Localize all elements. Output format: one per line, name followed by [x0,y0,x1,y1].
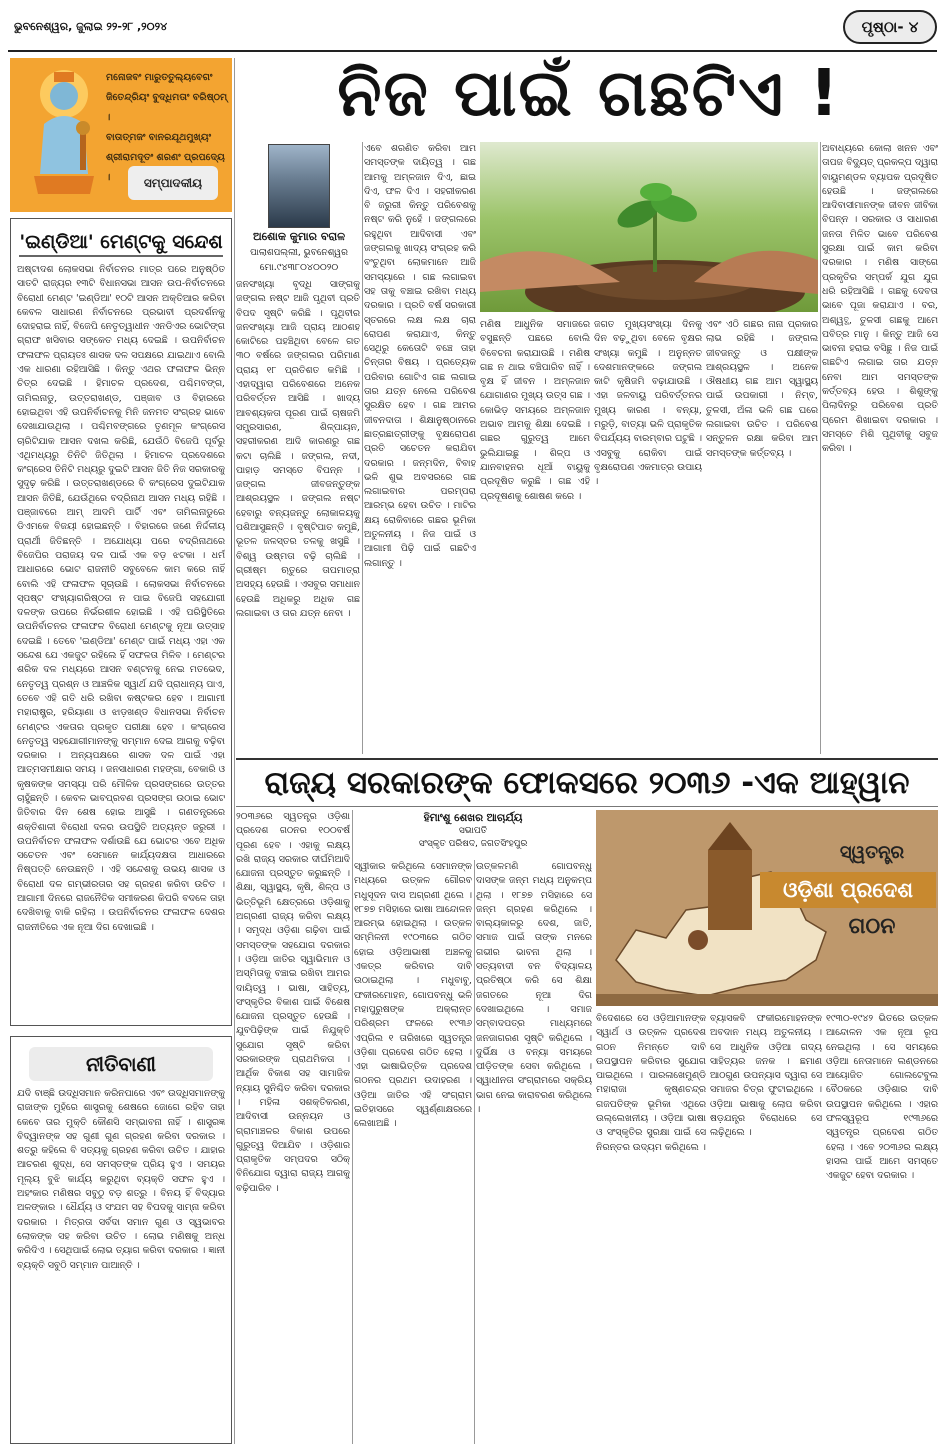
article-column: ଏବେ ଶରଣିତ କରିବା ଆମ ସମସ୍ତଙ୍କ ଦାୟିତ୍ୱ । ଗଛ ଆମକୁ ଅମ୍ଳଜାନ ଦିଏ, ଛାଇ ଦିଏ, ଫଳ ଦିଏ । ସହରୀକରଣ ବି ଜରୁରୀ କିନ୍ତୁ ପରିବେଶକୁ ନଷ୍ଟ କରି ନୁହେଁ । ଜଙ୍ଗଲରେ ରହୁଥିବା ଆଦିବାସୀ ଏବଂ ଜଙ୍ଗଲକୁ ଖାଦ୍ୟ ସଂଗ୍ରହ କରି ବଂଚୁଥିବା ଲୋକମାନେ ଆଜି ସମସ୍ୟାରେ । ଗଛ ଲଗାଇବା ସହ ତାକୁ ବଞ୍ଚାଇ ରଖିବା ମଧ୍ୟ ଦରକାର । ପ୍ରତି ବର୍ଷ ସରକାରୀ ସ୍ତରରେ ଲକ୍ଷ ଲକ୍ଷ ଚାରା ରୋପଣ କରାଯାଏ, କିନ୍ତୁ ସେଥିରୁ କେତୋଟି ବଞ୍ଚେ ତାହା ଚିନ୍ତାର ବିଷୟ । ପ୍ରତ୍ୟେକ ପରିବାର ଗୋଟିଏ ଗଛ ଲଗାଇ ତାର ଯତ୍ନ ନେଲେ ପରିବେଶ ସୁରକ୍ଷିତ ହେବ । ଗଛ ଆମର ଜୀବନଦାତା । ଶିକ୍ଷାନୁଷ୍ଠାନରେ ଛାତ୍ରଛାତ୍ରୀଙ୍କୁ ବୃକ୍ଷରୋପଣ ପ୍ରତି ସଚେତନ କରାଯିବା ଦରକାର । ଜନ୍ମଦିନ, ବିବାହ ଭଳି ଶୁଭ ଅବସରରେ ଗଛ ଲଗାଇବାର ପରମ୍ପରା ଆରମ୍ଭ ହେବା ଉଚିତ । ମାଟିର କ୍ଷୟ ରୋକିବାରେ ଗଛର ଭୂମିକା ଅତୁଳନୀୟ । ନିଜ ପାଇଁ ଓ ଆଗାମୀ ପିଢ଼ି ପାଇଁ ଗଛଟିଏ ଲଗାନ୍ତୁ । [364,143,476,569]
nitibani-body: ଯଦି ବାଞ୍ଛି ଉଦ୍ଧିସମାନ କରିନପାରେ ଏବଂ ଉଦ୍ଧିସମାନଙ୍କୁ ରାଜାଙ୍କ ମୁହଁରେ ଶାସ୍ତ୍ରକୁ ଶେଷରେ ଜୋଗେ ରହିବ ତାହା କେବେ ତାର ମୁକ୍ତି କୌଣସି ସମ୍ଭାବନା ନାହିଁ । ଶାସ୍ତ୍ରଜ୍ଞ ବିଦ୍ୱାନଙ୍କ ସହ ଗୁଣୀ ଗୁଣ ଗ୍ରହଣ କରିବା ଦରକାର । ଶତ୍ରୁ କହିଲେ ବି ସତ୍ୟକୁ ଗ୍ରହଣ କରିବା ଉଚିତ । ଯାହାର ଆଚରଣ ଶୁଦ୍ଧ, ସେ ସମସ୍ତଙ୍କ ପ୍ରିୟ ହୁଏ । ସମୟର ମୂଲ୍ୟ ବୁଝି କାର୍ଯ୍ୟ କରୁଥିବା ବ୍ୟକ୍ତି ସଫଳ ହୁଏ । ଅହଂକାର ମଣିଷର ସବୁଠୁ ବଡ଼ ଶତ୍ରୁ । ବିନୟ ହିଁ ବିଦ୍ୟାର ଅଳଙ୍କାର । ଧୈର୍ଯ୍ୟ ଓ ସଂଯମ ସହ ବିପଦକୁ ସାମ୍ନା କରିବା ଦରକାର । ମିତ୍ରତା ସର୍ବଦା ସମାନ ଗୁଣ ଓ ସ୍ୱଭାବର ଲୋକଙ୍କ ସହ କରିବା ଉଚିତ । ଲୋଭ ମଣିଷକୁ ଅନ୍ଧ କରିଦିଏ । ସେଥିପାଇଁ ଲୋଭ ତ୍ୟାଗ କରିବା ଦରକାର । ଜ୍ଞାନୀ ବ୍ୟକ୍ତି ସବୁଠି ସମ୍ମାନ ପାଆନ୍ତି । [17,1088,225,1271]
author-phone: ମୋ.୯୪୩୮୦୪୦୦୨୦ [259,262,339,273]
section-rule [236,806,938,807]
author-place: ପାଲାଶପଲ୍ଲୀ, ଭୁବନେଶ୍ୱର [250,248,348,258]
second-headline: ରାଜ୍ୟ ସରକାରଙ୍କ ଫୋକସରେ ୨୦୩୬ -ଏକ ଆହ୍ୱାନ [264,765,910,801]
column-divider [362,142,363,754]
article-column: ବିଦେଶରେ ସେ ଓଡ଼ିଆମାନଙ୍କ ସ୍ୱାର୍ଥ ଓ ଉତ୍କଳ ପ୍ରଦେଶ ଗଠନ ନିମନ୍ତେ ଦାବି ଉପସ୍ଥାପନ କରିବାର ସୁଯୋଗ ପାଇଥିଲେ । ପାରଳାଖେମୁଣ୍ଡି ମହାରାଜା କୃଷ୍ଣଚନ୍ଦ୍ର ଗଜପତିଙ୍କ ଭୂମିକା ଏଥିରେ ଉଲ୍ଲେଖନୀୟ । ଓଡ଼ିଆ ଭାଷା ଓ ସଂସ୍କୃତିର ସୁରକ୍ଷା ପାଇଁ ସେ ନିରନ୍ତର ଉଦ୍ୟମ କରିଥିଲେ । [596,1013,706,1153]
column-divider [820,142,821,754]
graphic-caption-line3: ଗଠନ [848,914,896,939]
top-rule [8,50,937,52]
article-column: ଅବାଧ୍ୟରେ କୋଲା ଖନନ ଏବଂ ତାପଜ ବିଦ୍ୟୁତ୍ ପ୍ରକଳ୍ପ ଦ୍ୱାରା ବାୟୁମଣ୍ଡଳ ବ୍ୟାପକ ପ୍ରଦୂଷିତ ହେଉଛି । ଜଙ୍ଗଲରେ ଆଦିବାସୀମାନଙ୍କ ଜୀବନ ଜୀବିକା ବିପନ୍ନ । ସରକାର ଓ ସାଧାରଣ ଜନତା ମିଳିତ ଭାବେ ପରିବେଶ ସୁରକ୍ଷା ପାଇଁ କାମ କରିବା ଦରକାର । ମଣିଷ ସାଙ୍ଗେ ପ୍ରକୃତିର ସମ୍ପର୍କ ଯୁଗ ଯୁଗ ଧରି ରହିଆସିଛି । ଗଛକୁ ଦେବତା ଭାବେ ପୂଜା କରାଯାଏ । ବର, ଅଶ୍ୱତ୍ଥ, ତୁଳସୀ ଗଛକୁ ଆମେ ପବିତ୍ର ମାନୁ । କିନ୍ତୁ ଆଜି ସେ ଭାବନା ହରାଇ ବସିଛୁ । ନିଜ ପାଇଁ ଗଛଟିଏ ଲଗାଇ ତାର ଯତ୍ନ ନେବା ଆମ ସମସ୍ତଙ୍କ କର୍ତ୍ତବ୍ୟ ହେଉ । ଶିଶୁଙ୍କୁ ପିଲାଦିନରୁ ପରିବେଶ ପ୍ରତି ପ୍ରେମ ଶିଖାଇବା ଦରକାର । ସମସ୍ତେ ମିଶି ପୃଥିବୀକୁ ସବୁଜ କରିବା । [822,143,938,455]
column-divider [474,860,475,1444]
graphic-caption-line1: ସ୍ୱତନ୍ତ୍ର [839,842,905,863]
byline-org: ସଂସ୍କୃତ ପରିଷଦ, ଜଗତସିଂହପୁର [418,839,528,849]
page-number-badge: ପୃଷ୍ଠା- ୪ [843,10,937,44]
article-column: ଜଗତ ମୁଖ୍ୟସଂଖ୍ୟା ଦିନକୁ ଦିନ ବଢ଼ୁଥିବା ବେଳେ ବୃକ୍ଷର ସଂଖ୍ୟା କମୁଛି । ଅନୁନ୍ନତ ଦେଶମାନଙ୍କରେ ଜଙ୍ଗଲ କାଟି କୃଷିଜମି ବଢ଼ାଯାଉଛି । ଏହା ଜଳବାୟୁ ପରିବର୍ତ୍ତନର ମୁଖ୍ୟ କାରଣ । ବନ୍ୟା, ମରୁଡ଼ି, ବାତ୍ୟା ଭଳି ପ୍ରାକୃତିକ ବିପର୍ଯ୍ୟୟ ବାରମ୍ବାର ଘଟୁଛି । ଏସବୁକୁ ରୋକିବା ପାଇଁ ବୃକ୍ଷରୋପଣ ଏକମାତ୍ର ଉପାୟ । [594,319,702,488]
tree-planting-photo [480,142,818,312]
odisha-map-illustration [596,810,938,1006]
article-column: ୨୦୩୬ରେ ସ୍ୱତନ୍ତ୍ର ଓଡ଼ିଶା ପ୍ରଦେଶ ଗଠନର ୧୦୦ବର୍ଷ ପୂରଣ ହେବ । ଏହାକୁ ଲକ୍ଷ୍ୟ ରଖି ରାଜ୍ୟ ସରକାର ଦୀର୍ଘମିଆଦି ଯୋଜନା ପ୍ରସ୍ତୁତ କରୁଛନ୍ତି । ଶିକ୍ଷା, ସ୍ୱାସ୍ଥ୍ୟ, କୃଷି, ଶିଳ୍ପ ଓ ଭିତ୍ତିଭୂମି କ୍ଷେତ୍ରରେ ଓଡ଼ିଶାକୁ ଅଗ୍ରଣୀ ରାଜ୍ୟ କରିବା ଲକ୍ଷ୍ୟ । ସମୃଦ୍ଧ ଓଡ଼ିଶା ଗଢ଼ିବା ପାଇଁ ସମସ୍ତଙ୍କ ସହଯୋଗ ଦରକାର । ଓଡ଼ିଆ ଜାତିର ସ୍ୱାଭିମାନ ଓ ଅସ୍ମିତାକୁ ବଞ୍ଚାଇ ରଖିବା ଆମର ଦାୟିତ୍ୱ । ଭାଷା, ସାହିତ୍ୟ, ସଂସ୍କୃତିର ବିକାଶ ପାଇଁ ବିଶେଷ ଯୋଜନା ପ୍ରସ୍ତୁତ ହେଉଛି । ଯୁବପିଢ଼ିଙ୍କ ପାଇଁ ନିଯୁକ୍ତି ସୁଯୋଗ ସୃଷ୍ଟି କରିବା ସରକାରଙ୍କ ପ୍ରାଥମିକତା । ଆର୍ଥିକ ବିକାଶ ସହ ସାମାଜିକ ନ୍ୟାୟ ସୁନିଶ୍ଚିତ କରିବା ଦରକାର । ମହିଳା ସଶକ୍ତିକରଣ, ଆଦିବାସୀ ଉନ୍ନୟନ ଓ ଗ୍ରାମାଞ୍ଚଳର ବିକାଶ ଉପରେ ଗୁରୁତ୍ୱ ଦିଆଯିବ । ଓଡ଼ିଶାର ପ୍ରାକୃତିକ ସମ୍ପଦର ସଠିକ୍ ବିନିଯୋଗ ଦ୍ୱାରା ରାଜ୍ୟ ଆଗକୁ ବଢ଼ିପାରିବ । [236,811,350,1194]
article-column: ୧୯୩୦-୧୯୪୨ ଭିତରେ ଉତ୍କଳ ଆନ୍ଦୋଳନ ଏକ ନୂଆ ରୂପ ନେଇଥିଲା । ସେ ସମୟରେ ଓଡ଼ିଆ ନେତାମାନେ ଲଣ୍ଡନରେ ଆୟୋଜିତ ଗୋଲଟେବୁଲ ବୈଠକରେ ଓଡ଼ିଶାର ଦାବି ଉପସ୍ଥାପନ କରିଥିଲେ । ଏହାର ଫଳସ୍ୱରୂପ ୧୯୩୬ରେ ସ୍ୱତନ୍ତ୍ର ପ୍ରଦେଶ ଗଠିତ ହେଲା । ଏବେ ୨୦୩୬ର ଲକ୍ଷ୍ୟ ହାସଲ ପାଇଁ ଆମେ ସମସ୍ତେ ଏକଜୁଟ ହେବା ଦରକାର । [826,1013,938,1182]
author-name: ଅଶୋକ କୁମାର ବରାଳ [252,230,346,243]
verse-line: ବାତାତ୍ମଜଂ ବାନରଯୂଥମୁଖ୍ୟଂ [106,132,212,143]
dateline: ଭୁବନେଶ୍ୱର, ଜୁଲାଇ ୨୨-୨୮ ,୨୦୨୪ [14,20,168,33]
verse-line: ମନୋଜବଂ ମାରୁତତୁଲ୍ୟବେଗଂ [106,72,213,83]
editorial-column-india [10,218,232,1026]
masthead-bar [8,8,937,48]
india-box-body: ଅଷ୍ଟାଦଶ ଲୋକସଭା ନିର୍ବାଚନର ମାତ୍ର ପରେ ଅନୁଷ୍ଠିତ ସାତଟି ରାଜ୍ୟର ୧୩ଟି ବିଧାନସଭା ଆସନ ଉପ-ନିର୍ବାଚନରେ ବିରୋଧୀ ମେଣ୍ଟ 'ଇଣ୍ଡିଆ' ୧୦ଟି ଆସନ ଅକ୍ତିଆର କରିବା କେବଳ ସାଧାରଣ ନିର୍ବାଚନରେ ପ୍ରଭାବୀ ପ୍ରଦର୍ଶନକୁ ଦୋହରାଇ ନାହିଁ, ବିଜେପି ନେତୃତ୍ୱାଧୀନ ଏନଡିଏର ଭୋଟିଙ୍ଗ ଗ୍ରାଫ ଖସିବାର ସଙ୍କେତ ମଧ୍ୟ ଦେଇଛି । ଉପନିର୍ବାଚନ ଫଳାଫଳ ପ୍ରାୟତଃ ଶାସକ ଦଳ ସପକ୍ଷରେ ଯାଇଥାଏ ବୋଲି ଏକ ଧାରଣା ରହିଆସିଛି । କିନ୍ତୁ ଏଥର ଫଳାଫଳ ଭିନ୍ନ ଚିତ୍ର ଦେଇଛି । ହିମାଚଳ ପ୍ରଦେଶ, ପଶ୍ଚିମବଙ୍ଗ, ତାମିଲନାଡୁ, ଉତ୍ତରାଖଣ୍ଡ, ପଞ୍ଜାବ ଓ ବିହାରରେ ହୋଇଥିବା ଏହି ଉପନିର୍ବାଚନକୁ ମିନି ଜନମତ ସଂଗ୍ରହ ଭାବେ ଦେଖାଯାଉଥିଲା । ପଶ୍ଚିମବଙ୍ଗରେ ତୃଣମୂଳ କଂଗ୍ରେସ ଚାରିଟିଯାକ ଆସନ ଦଖଲ କରିଛି, ଯେଉଁଠି ବିଜେପି ପୂର୍ବରୁ ଏଥିମଧ୍ୟରୁ ତିନିଟି ଜିତିଥିଲା । ହିମାଚଳ ପ୍ରଦେଶରେ କଂଗ୍ରେସ ତିନିଟି ମଧ୍ୟରୁ ଦୁଇଟି ଆସନ ଜିତି ନିଜ ସରକାରକୁ ସୁଦୃଢ଼ କରିଛି । ଉତ୍ତରାଖଣ୍ଡରେ ବି କଂଗ୍ରେସ ଦୁଇଟିଯାକ ଆସନ ଜିତିଛି, ଯେଉଁଥିରେ ବଦ୍ରିନାଥ ଆସନ ମଧ୍ୟ ରହିଛି । ପଞ୍ଜାବରେ ଆମ୍ ଆଦମି ପାର୍ଟି ଏବଂ ତାମିଲନାଡୁରେ ଡିଏମକେ ବିଜୟୀ ହୋଇଛନ୍ତି । ବିହାରରେ ଜଣେ ନିର୍ଦ୍ଦଳୀୟ ପ୍ରାର୍ଥୀ ଜିତିଛନ୍ତି । ଅଯୋଧ୍ୟା ପରେ ବଦ୍ରିନାଥରେ ବିଜେପିର ପରାଜୟ ଦଳ ପାଇଁ ଏକ ବଡ଼ ଝଟକା । ଧର୍ମ ଆଧାରରେ ଭୋଟ ରାଜନୀତି ସବୁବେଳେ କାମ କରେ ନାହିଁ ବୋଲି ଏହି ଫଳାଫଳ ସୂଚାଉଛି । ଲୋକସଭା ନିର୍ବାଚନରେ ସ୍ପଷ୍ଟ ସଂଖ୍ୟାଗରିଷ୍ଠତା ନ ପାଇ ବିଜେପି ସହଯୋଗୀ ଦଳଙ୍କ ଉପରେ ନିର୍ଭରଶୀଳ ହୋଇଛି । ଏହି ପରିସ୍ଥିତିରେ ଉପନିର୍ବାଚନର ଫଳାଫଳ ବିରୋଧୀ ମେଣ୍ଟକୁ ନୂଆ ଉତ୍ସାହ ଦେଇଛି । ତେବେ 'ଇଣ୍ଡିଆ' ମେଣ୍ଟ ପାଇଁ ମଧ୍ୟ ଏହା ଏକ ସନ୍ଦେଶ ଯେ ଏକଜୁଟ ରହିଲେ ହିଁ ସଫଳତା ମିଳିବ । ମେଣ୍ଟର ଶରିକ ଦଳ ମଧ୍ୟରେ ଆସନ ବଣ୍ଟନକୁ ନେଇ ମତଭେଦ, ନେତୃତ୍ୱ ପ୍ରଶ୍ନ ଓ ଆଞ୍ଚଳିକ ସ୍ୱାର୍ଥ ଯଦି ପ୍ରାଧାନ୍ୟ ପାଏ, ତେବେ ଏହି ଗତି ଧରି ରଖିବା କଷ୍ଟକର ହେବ । ଆଗାମୀ ମହାରାଷ୍ଟ୍ର, ହରିୟାଣା ଓ ଝାଡ଼ଖଣ୍ଡ ବିଧାନସଭା ନିର୍ବାଚନ ମେଣ୍ଟର ଏକତାର ପ୍ରକୃତ ପରୀକ୍ଷା ହେବ । କଂଗ୍ରେସ ନେତୃତ୍ୱ ସହଯୋଗୀମାନଙ୍କୁ ସମ୍ମାନ ଦେଇ ଆଗକୁ ବଢ଼ିବା ଦରକାର । ଅନ୍ୟପକ୍ଷରେ ଶାସକ ଦଳ ପାଇଁ ଏହା ଆତ୍ମସମୀକ୍ଷାର ସମୟ । ଜନସାଧାରଣ ମହଙ୍ଗା, ବେକାରି ଓ କୃଷକଙ୍କ ସମସ୍ୟା ପରି ମୌଳିକ ପ୍ରସଙ୍ଗରେ ଉତ୍ତର ଚାହୁଁଛନ୍ତି । କେବଳ ଭାବପ୍ରବଣ ପ୍ରସଙ୍ଗ ଉଠାଇ ଭୋଟ ଜିତିବାର ଦିନ ଶେଷ ହୋଇ ଆସୁଛି । ଗଣତନ୍ତ୍ରରେ ଶକ୍ତିଶାଳୀ ବିରୋଧୀ ଦଳର ଉପସ୍ଥିତି ଅତ୍ୟନ୍ତ ଜରୁରୀ । ଉପନିର୍ବାଚନ ଫଳାଫଳ ଦର୍ଶାଉଛି ଯେ ଭୋଟର ଏବେ ଅଧିକ ସଚେତନ ଏବଂ ସେମାନେ କାର୍ଯ୍ୟଦକ୍ଷତା ଆଧାରରେ ନିଷ୍ପତ୍ତି ନେଉଛନ୍ତି । ଏହି ସନ୍ଦେଶକୁ ଉଭୟ ଶାସକ ଓ ବିରୋଧୀ ଦଳ ଗମ୍ଭୀରତାର ସହ ଗ୍ରହଣ କରିବା ଉଚିତ । ଆଗାମୀ ଦିନରେ ରାଜନୈତିକ ସମୀକରଣ କିପରି ବଦଳେ ତାହା ଦେଖିବାକୁ ବାକି ରହିଲା । ଉପନିର୍ବାଚନର ଫଳାଫଳ ଦେଶର ରାଜନୀତିରେ ଏକ ନୂଆ ଦିଗ ଦେଖାଇଛି । [17,264,225,933]
article-column: ମଣିଷ ଆଧୁନିକ ସମାଜରେ ବସୁଛନ୍ତି ପଛରେ ବୋଲି ବିବେଚନା କରାଯାଉଛି । ମଣିଷ ଗଛ ନ ଥାଇ ବଞ୍ଚିପାରିବ ନାହିଁ । ବୃକ୍ଷ ହିଁ ଜୀବନ । ଅମ୍ଳଜାନ ଯୋଗାଣର ମୁଖ୍ୟ ଉତ୍ସ ଗଛ । କୋଭିଡ଼ ସମୟରେ ଅମ୍ଳଜାନ ଅଭାବ ଆମକୁ ଶିକ୍ଷା ଦେଇଛି । ଗଛର ଗୁରୁତ୍ୱ ଆମେ ଭୁଲିଯାଇଛୁ । ଶିଳ୍ପ ଓ ଯାନବାହନର ଧୂଆଁ ବାୟୁକୁ ପ୍ରଦୂଷିତ କରୁଛି । ଗଛ ଏହି ପ୍ରଦୂଷଣକୁ ଶୋଷଣ କରେ । [480,319,590,502]
verse-line: ଜିତେନ୍ଦ୍ରିୟଂ ବୁଦ୍ଧିମତାଂ ବରିଷ୍ଠମ୍ । [106,92,228,123]
section-rule [236,758,938,760]
article-column: ଉତ୍କଳମଣି ଗୋପବନ୍ଧୁ ଦାସଙ୍କ ଜନ୍ମ ମଧ୍ୟ ଅନୁକମ୍ପ ଥିଲା । ୧୮୭୭ ମସିହାରେ ସେ ଜନ୍ମ ଗ୍ରହଣ କରିଥିଲେ । ବାଲ୍ୟକାଳରୁ ଦେଶ, ଜାତି, ସମାଜ ପାଇଁ ତାଙ୍କ ମନରେ ଗଭୀର ଭାବନା ଥିଲା । ସତ୍ୟବାଦୀ ବନ ବିଦ୍ୟାଳୟ ପ୍ରତିଷ୍ଠା କରି ସେ ଶିକ୍ଷା ଜଗତରେ ନୂଆ ଦିଗ ଦେଖାଇଥିଲେ । ସମାଜ ସମ୍ବାଦପତ୍ର ମାଧ୍ୟମରେ ଜନଜାଗରଣ ସୃଷ୍ଟି କରିଥିଲେ । ଦୁର୍ଭିକ୍ଷ ଓ ବନ୍ୟା ସମୟରେ ପୀଡ଼ିତଙ୍କ ସେବା କରିଥିଲେ । ସ୍ୱାଧୀନତା ସଂଗ୍ରାମରେ ସକ୍ରିୟ ଭାଗ ନେଇ କାରାବରଣ କରିଥିଲେ । [476,861,592,1116]
hanuman-illustration [24,64,104,204]
verse-line: ଶ୍ରୀରାମଦୂତଂ ଶରଣଂ ପ୍ରପଦ୍ୟେ । [106,152,225,183]
nitibani-box [10,1036,232,1444]
nitibani-title: ନୀତିବାଣୀ [29,1047,213,1081]
article-column: ସ୍ୱୀକାର କରିଥିଲେ ସେମାନଙ୍କ ମଧ୍ୟରେ ଉତ୍କଳ ଗୌରବ ମଧୁସୂଦନ ଦାସ ଅଗ୍ରଣୀ ଥିଲେ । ୧୮୭୭ ମସିହାରେ ଭାଷା ଆନ୍ଦୋଳନ ଆରମ୍ଭ ହୋଇଥିଲା । ଉତ୍କଳ ସମ୍ମିଳନୀ ୧୯୦୩ରେ ଗଠିତ ହୋଇ ଓଡ଼ିଆଭାଷୀ ଅଞ୍ଚଳକୁ ଏକତ୍ର କରିବାର ଦାବି ଉଠାଇଥିଲା । ମଧୁବାବୁ, ଫକୀରମୋହନ, ଗୋପବନ୍ଧୁ ଭଳି ମହାପୁରୁଷଙ୍କ ଅକ୍ଲାନ୍ତ ପରିଶ୍ରମ ଫଳରେ ୧୯୩୬ ଏପ୍ରିଲ ୧ ତାରିଖରେ ସ୍ୱତନ୍ତ୍ର ଓଡ଼ିଶା ପ୍ରଦେଶ ଗଠିତ ହେଲା । ଏହା ଭାଷାଭିତ୍ତିକ ପ୍ରଦେଶ ଗଠନର ପ୍ରଥମ ଉଦାହରଣ । ଓଡ଼ିଆ ଜାତିର ଏହି ସଂଗ୍ରାମ ଇତିହାସରେ ସ୍ୱର୍ଣ୍ଣାକ୍ଷରରେ ଲେଖାଅଛି । [354,861,472,1130]
article-column: ବ୍ୟାସକବି ଫକୀରମୋହନଙ୍କ ଅବଦାନ ମଧ୍ୟ ଅତୁଳନୀୟ । ସେ ଆଧୁନିକ ଓଡ଼ିଆ ଗଦ୍ୟ ସାହିତ୍ୟର ଜନକ । ଛମାଣ ଆଠଗୁଣ ଉପନ୍ୟାସ ଦ୍ୱାରା ସେ ସମାଜର ଚିତ୍ର ଫୁଟାଇଥିଲେ । ଓଡ଼ିଆ ଭାଷାକୁ ଲୋପ କରିବା ଷଡ଼ଯନ୍ତ୍ର ବିରୋଧରେ ସେ ଲଢ଼ିଥିଲେ । [710,1013,822,1139]
author-photo [268,144,330,228]
article-column: ଜନସଂଖ୍ୟା ବୃଦ୍ଧି ସାଙ୍ଗକୁ ଜଙ୍ଗଲ ନଷ୍ଟ ଆଜି ପୃଥିବୀ ପ୍ରତି ବିପଦ ସୃଷ୍ଟି କରିଛି । ପୃଥିବୀର ଜନସଂଖ୍ୟା ଆଜି ପ୍ରାୟ ଆଠଶହ କୋଟିରେ ପହଞ୍ଚିଥିବା ବେଳେ ଗତ ୩୦ ବର୍ଷରେ ଜଙ୍ଗଲର ପରିମାଣ ପ୍ରାୟ ୧୮ ପ୍ରତିଶତ କମିଛି । ଏହାଦ୍ୱାରା ପରିବେଶରେ ଅନେକ ପରିବର୍ତ୍ତନ ଆସିଛି । ଖାଦ୍ୟ ଆବଶ୍ୟକତା ପୂରଣ ପାଇଁ ଚାଷଜମି ସମ୍ପ୍ରସାରଣ, ଶିଳ୍ପାୟନ, ସହରୀକରଣ ଆଦି କାରଣରୁ ଗଛ କଟା ଚାଲିଛି । ଜଙ୍ଗଲ, ନଦୀ, ପାହାଡ଼ ସମସ୍ତେ ବିପନ୍ନ । ଜଙ୍ଗଲ ଜୀବଜନ୍ତୁଙ୍କ ଆଶ୍ରୟସ୍ଥଳ । ଜଙ୍ଗଲ ନଷ୍ଟ ହେବାରୁ ବନ୍ୟଜନ୍ତୁ ଲୋକାଳୟକୁ ପଶିଆସୁଛନ୍ତି । ବୃଷ୍ଟିପାତ କମୁଛି, ଭୂତଳ ଜଳସ୍ତର ତଳକୁ ଖସୁଛି । ବିଶ୍ୱ ଉଷ୍ମତା ବଢ଼ି ଚାଲିଛି । ଗ୍ରୀଷ୍ମ ଋତୁରେ ତାପମାତ୍ରା ଅସହ୍ୟ ହେଉଛି । ଏସବୁର ସମାଧାନ ହେଉଛି ଅଧିକରୁ ଅଧିକ ଗଛ ଲଗାଇବା ଓ ତାର ଯତ୍ନ ନେବା । [236,279,360,619]
editorial-badge: ସମ୍ପାଦକୀୟ [128,166,218,200]
editorial-banner [10,58,232,212]
odisha-formation-graphic [596,810,938,1006]
column-divider [352,810,353,1444]
column-divider [234,58,235,1444]
byline-name: ହିମାଂଶୁ ଶେଖର ଆଚାର୍ଯ୍ୟ [423,812,523,824]
graphic-caption-line2: ଓଡ଼ିଶା ପ୍ରଦେଶ [760,872,936,908]
india-box-title: 'ଇଣ୍ଡିଆ' ମେଣ୍ଟକୁ ସନ୍ଦେଶ [19,227,223,257]
byline [354,812,592,851]
main-headline: ନିଜ ପାଇଁ ଗଛଟିଏ ! [337,57,841,131]
article-column: ଏବଂ ଏଠି ଗଛର ନାନା ପ୍ରକାର ଲାଭ ରହିଛି । ଜଙ୍ଗଲ ଜୀବଜନ୍ତୁ ଓ ପକ୍ଷୀଙ୍କ ଆଶ୍ରୟସ୍ଥଳ । ଅନେକ ଔଷଧୀୟ ଗଛ ଆମ ସ୍ୱାସ୍ଥ୍ୟ ପାଇଁ ଉପକାରୀ । ନିମ୍ବ, ତୁଳସୀ, ଅଁଳା ଭଳି ଗଛ ଘରେ ଲଗାଇବା ଉଚିତ । ପରିବେଶ ସନ୍ତୁଳନ ରକ୍ଷା କରିବା ଆମ ସମସ୍ତଙ୍କ କର୍ତ୍ତବ୍ୟ । [706,319,818,459]
byline-role: ସଭାପତି [458,826,488,836]
